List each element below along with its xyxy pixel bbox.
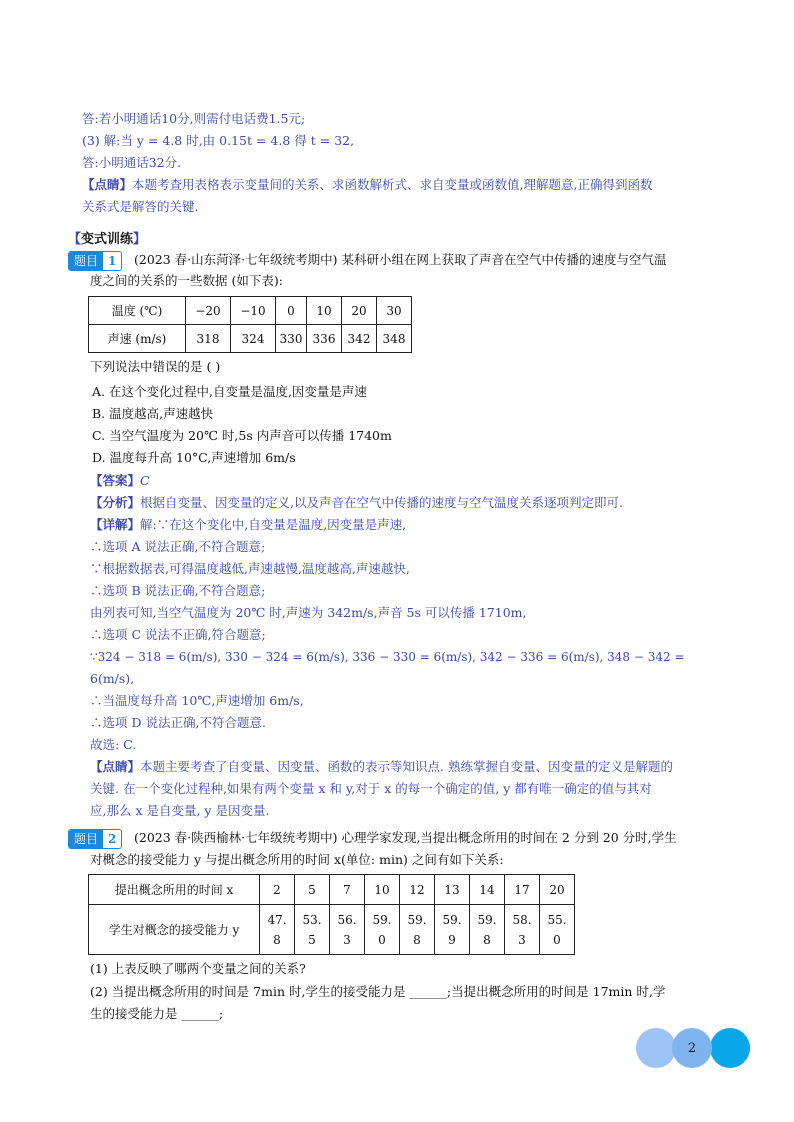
table-cell	[295, 905, 330, 955]
page-number: 2	[672, 1028, 712, 1068]
analysis-text: 根据自变量、因变量的定义,以及声音在空气中传播的速度与空气温度关系逐项判定即可.	[140, 495, 623, 510]
comment-line-2: 关系式是解答的关键.	[82, 199, 199, 214]
answer-label: 【答案】	[90, 473, 141, 488]
page-footer	[636, 1028, 752, 1068]
q1-stem-line-1: (2023 春·山东菏泽·七年级统考期中) 某科研小组在网上获取了声音在空气中传播的速度与空气温	[134, 252, 667, 267]
table-cell: 17	[505, 875, 540, 905]
q1-prompt: 下列说法中错误的是 ( )	[90, 359, 221, 374]
q2-sub-1: (1) 上表反映了哪两个变量之间的关系?	[90, 961, 306, 976]
analysis-label: 【分析】	[90, 495, 141, 510]
detail-label: 【详解】	[90, 517, 141, 532]
cell-top: 59.	[372, 912, 392, 927]
q2-data-table	[88, 874, 575, 955]
table-cell: 5	[295, 875, 330, 905]
q1-data-table	[88, 296, 412, 353]
q1-detail-line: 故选: C.	[90, 737, 137, 752]
comment-text: 本题考查用表格表示变量间的关系、求函数解析式、求自变量或函数值,理解题意,正确得到函数	[132, 177, 653, 192]
table-row	[89, 875, 575, 905]
table-cell: −20	[186, 297, 231, 325]
cell-top: 47.	[267, 912, 287, 927]
table-cell: 324	[231, 325, 276, 353]
badge-number: 2	[103, 830, 121, 848]
q2-stem-line-1: (2023 春·陕西榆林·七年级统考期中) 心理学家发现,当提出概念所用的时间在 2 分到 20 分时,学生	[134, 830, 677, 845]
q1-detail-line: ∵根据数据表,可得温度越低,声速越慢,温度越高,声速越快,	[90, 561, 410, 576]
cell-bottom: 8	[483, 932, 491, 947]
q1-option-c: C. 当空气温度为 20℃ 时,5s 内声音可以传播 1740m	[92, 428, 392, 443]
question-badge-1	[68, 251, 122, 271]
table-cell: 318	[186, 325, 231, 353]
table-cell: 330	[276, 325, 307, 353]
q2-sub-2-line-1: (2) 当提出概念所用的时间是 7min 时,学生的接受能力是 ______;当提出概念所用的时间是 17min 时,学	[90, 984, 666, 999]
q1-detail-line: ∴当温度每升高 10℃,声速增加 6m/s,	[90, 693, 304, 708]
heading-open-bracket: 【	[68, 232, 82, 247]
cell-top: 58.	[512, 912, 532, 927]
table-cell	[540, 905, 575, 955]
cell-bottom: 3	[518, 932, 526, 947]
table-cell: 20	[540, 875, 575, 905]
cell-bottom: 0	[378, 932, 386, 947]
q1-detail-line: 6(m/s),	[90, 671, 135, 686]
table-cell: 348	[377, 325, 412, 353]
question-badge-2	[68, 829, 122, 849]
heading-close-bracket: 】	[133, 232, 147, 247]
cell-bottom: 5	[308, 932, 316, 947]
cell-top: 55.	[547, 912, 567, 927]
q1-comment-line-2: 关键. 在一个变化过程种,如果有两个变量 x 和 y,对于 x 的每一个确定的值, y 都有唯一确定的值与其对	[90, 781, 652, 796]
solution-line-3: (3) 解:当 y = 4.8 时,由 0.15t = 4.8 得 t = 32,	[82, 133, 355, 148]
q1-option-a: A. 在这个变化过程中,自变量是温度,因变量是声速	[92, 384, 367, 399]
section-heading	[68, 228, 146, 247]
table-cell: 0	[276, 297, 307, 325]
table-cell	[260, 905, 295, 955]
q1-detail-line: ∵324 − 318 = 6(m/s), 330 − 324 = 6(m/s), 336 − 330 = 6(m/s), 342 − 336 = 6(m/s), 348 − 342 =	[90, 650, 685, 664]
table-cell: 14	[470, 875, 505, 905]
table-cell: 10	[365, 875, 400, 905]
footer-circle-left	[636, 1028, 676, 1068]
q1-option-d: D. 温度每升高 10°C,声速增加 6m/s	[92, 450, 296, 465]
cell-bottom: 9	[448, 932, 456, 947]
cell-top: 59.	[407, 912, 427, 927]
table-cell	[400, 905, 435, 955]
comment-label: 【点睛】	[82, 177, 133, 192]
table-cell: 7	[330, 875, 365, 905]
cell-top: 53.	[302, 912, 322, 927]
table-cell: 20	[342, 297, 377, 325]
heading-title: 变式训练	[81, 232, 134, 247]
table-cell: 30	[377, 297, 412, 325]
table-cell: 提出概念所用的时间 x	[89, 875, 260, 905]
q1-comment-line-3: 应,那么 x 是自变量, y 是因变量.	[90, 803, 270, 818]
table-cell	[365, 905, 400, 955]
q2-stem-line-2: 对概念的接受能力 y 与提出概念所用的时间 x(单位: min) 之间有如下关系:	[90, 852, 504, 867]
q1-detail-line: ∴选项 A 说法正确,不符合题意;	[90, 539, 266, 554]
comment-label: 【点睛】	[90, 759, 141, 774]
detail-text: 解:∵在这个变化中,自变量是温度,因变量是声速,	[140, 517, 407, 532]
q1-detail-line: 由列表可知,当空气温度为 20℃ 时,声速为 342m/s,声音 5s 可以传播 1710m,	[90, 605, 527, 620]
table-row	[89, 297, 412, 325]
q1-detail-first	[90, 516, 406, 534]
badge-label: 题目	[69, 252, 103, 270]
cell-top: 56.	[337, 912, 357, 927]
table-cell: 10	[307, 297, 342, 325]
table-cell: −10	[231, 297, 276, 325]
cell-bottom: 8	[413, 932, 421, 947]
cell-bottom: 0	[553, 932, 561, 947]
q1-detail-line: ∴选项 C 说法不正确,符合题意;	[90, 627, 266, 642]
badge-label: 题目	[69, 830, 103, 848]
q1-stem-line-2: 度之间的关系的一些数据 (如下表):	[90, 273, 283, 288]
cell-top: 59.	[477, 912, 497, 927]
q1-answer	[90, 472, 150, 490]
q2-sub-2-line-2: 生的接受能力是 ______;	[90, 1006, 224, 1021]
table-cell: 温度 (℃)	[89, 297, 186, 325]
table-cell: 336	[307, 325, 342, 353]
q1-detail-line: ∴选项 D 说法正确,不符合题意.	[90, 715, 266, 730]
q1-detail-line: ∴选项 B 说法正确,不符合题意;	[90, 583, 266, 598]
table-cell: 342	[342, 325, 377, 353]
footer-circle-right	[710, 1028, 750, 1068]
answer-text: C	[140, 473, 150, 488]
cell-bottom: 3	[343, 932, 351, 947]
table-cell: 声速 (m/s)	[89, 325, 186, 353]
answer-line-2: 答:小明通话32分.	[82, 155, 182, 170]
table-row	[89, 905, 575, 955]
answer-line-1: 答:若小明通话10分,则需付电话费1.5元;	[82, 111, 306, 126]
badge-number: 1	[103, 252, 121, 270]
table-cell: 2	[260, 875, 295, 905]
q1-option-b: B. 温度越高,声速越快	[92, 406, 214, 421]
q1-analysis	[90, 494, 623, 512]
q1-comment-line-1	[90, 758, 673, 776]
table-cell: 13	[435, 875, 470, 905]
table-row	[89, 325, 412, 353]
table-cell	[505, 905, 540, 955]
table-cell	[470, 905, 505, 955]
cell-bottom: 8	[273, 932, 281, 947]
comment-text: 本题主要考查了自变量、因变量、函数的表示等知识点. 熟练掌握自变量、因变量的定义是解题的	[140, 759, 673, 774]
cell-top: 59.	[442, 912, 462, 927]
table-cell	[330, 905, 365, 955]
comment-line-1	[82, 176, 652, 194]
table-cell	[435, 905, 470, 955]
table-cell: 学生对概念的接受能力 y	[89, 905, 260, 955]
table-cell: 12	[400, 875, 435, 905]
